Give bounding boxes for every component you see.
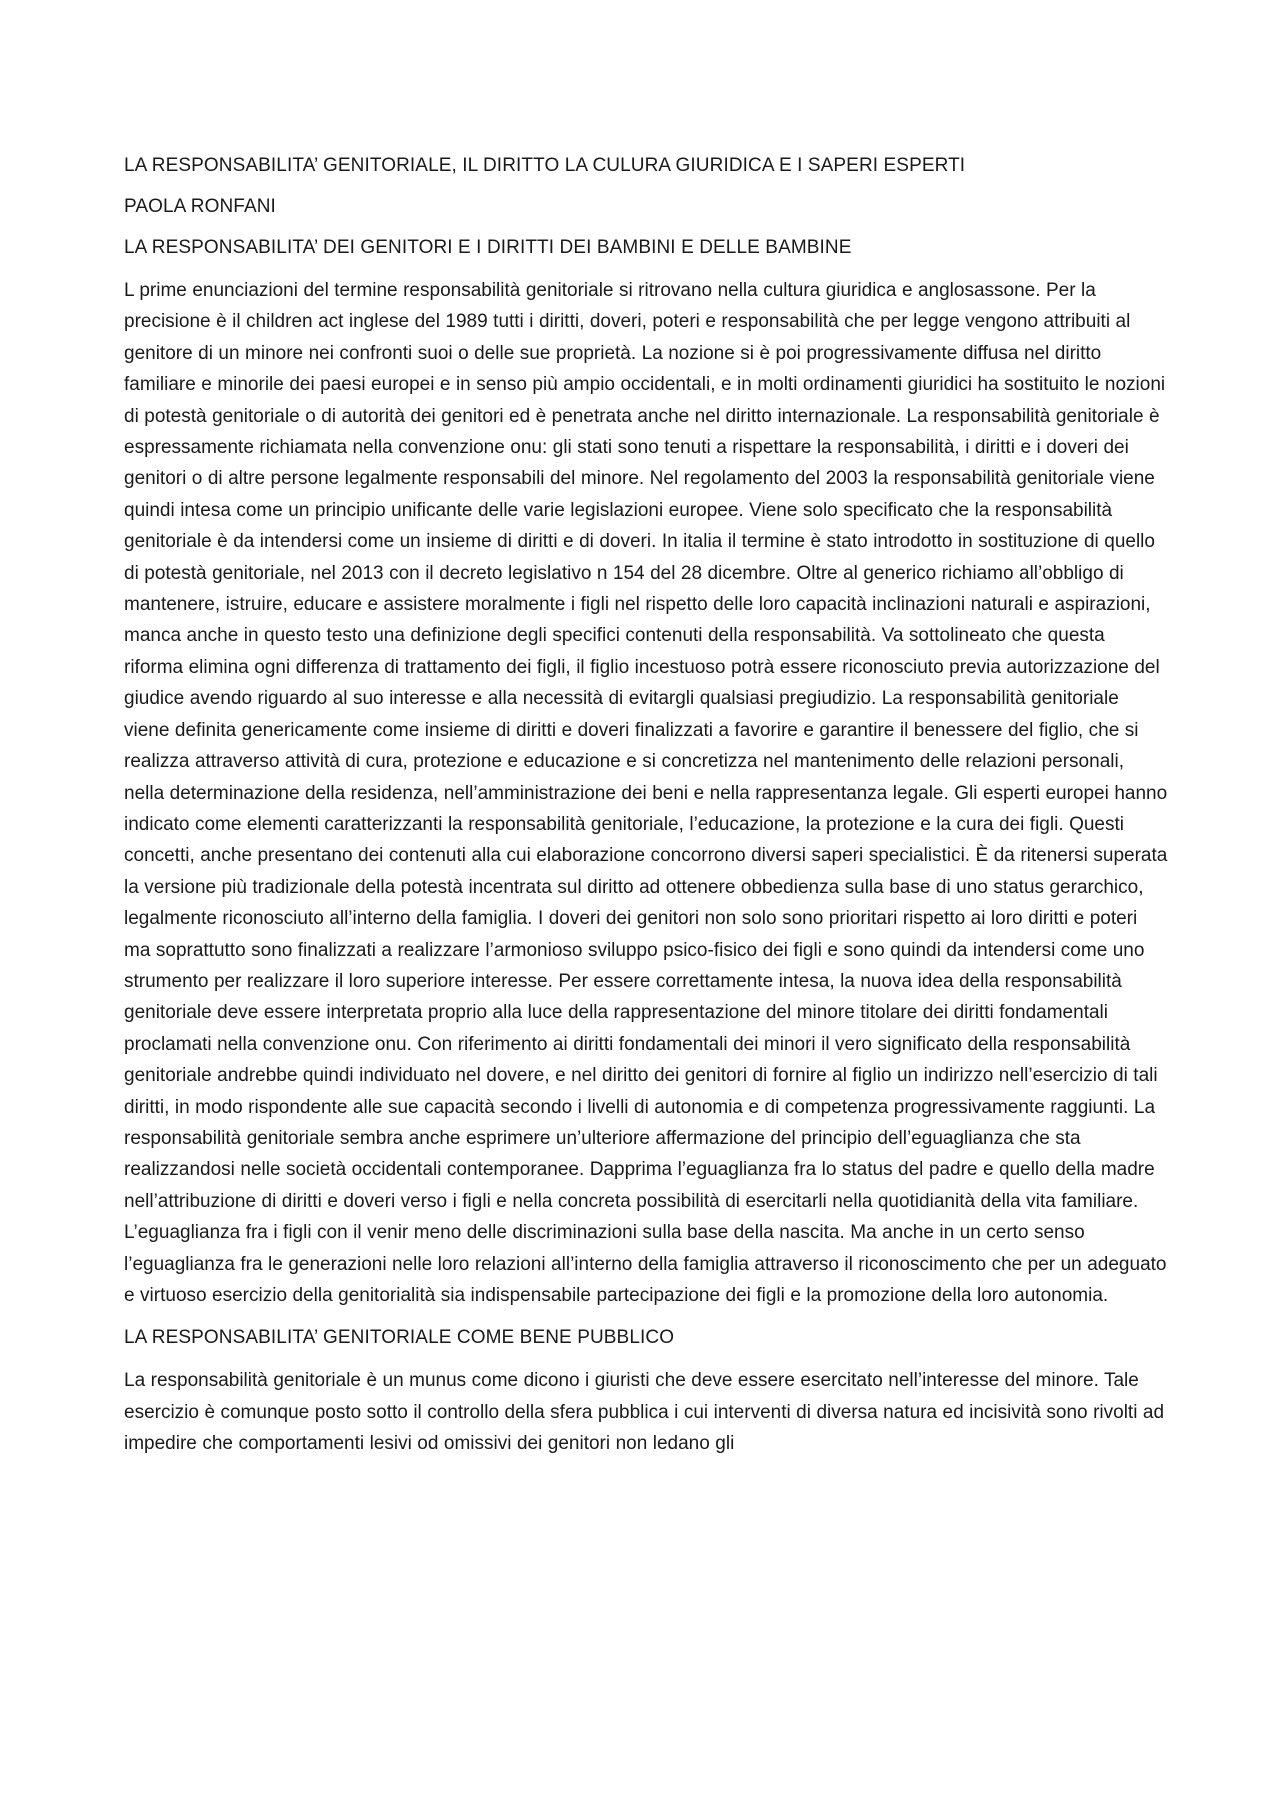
section-body-2: La responsabilità genitoriale è un munus come dicono i giuristi che deve essere esercitato nell’interesse del minore. Tale esercizio è comunque posto sotto il controllo della sfera pubblica i cui interventi di diversa natura ed incisività sono rivolti ad impedire che comportamenti lesivi od omissivi dei genitori non ledano gli — [124, 1370, 1165, 1455]
document-page — [124, 152, 1169, 1460]
document-author: PAOLA RONFANI — [124, 196, 276, 217]
section-body-1: L prime enunciazioni del termine responsabilità genitoriale si ritrovano nella cultura giuridica e anglosassone. Per la precisione è il children act inglese del 1989 tutti i diritti, doveri, poteri e responsabilità che per legge vengono attribuiti al genitore di un minore nei confronti suoi o delle sue proprietà. La nozione si è poi progressivamente diffusa nel diritto familiare e minorile dei paesi europei e in senso più ampio occidentali, e in molti ordinamenti giuridici ha sostituito le nozioni di potestà genitoriale o di autorità dei genitori ed è penetrata anche nel diritto internazionale. La responsabilità genitoriale è espressamente richiamata nella convenzione onu: gli stati sono tenuti a rispettare la responsabilità, i diritti e i doveri dei genitori o di altre persone legalmente responsabili del minore. Nel regolamento del 2003 la responsabilità genitoriale viene quindi intesa come un principio unificante delle varie legislazioni europee. Viene solo specificato che la responsabilità genitoriale è da intendersi come un insieme di diritti e di doveri. In italia il termine è stato introdotto in sostituzione di quello di potestà genitoriale, nel 2013 con il decreto legislativo n 154 del 28 dicembre. Oltre al generico richiamo all’obbligo di mantenere, istruire, educare e assistere moralmente i figli nel rispetto delle loro capacità inclinazioni naturali e aspirazioni, manca anche in questo testo una definizione degli specifici contenuti della responsabilità. Va sottolineato che questa riforma elimina ogni differenza di trattamento dei figli, il figlio incestuoso potrà essere riconosciuto previa autorizzazione del giudice avendo riguardo al suo interesse e alla necessità di evitargli qualsiasi pregiudizio. La responsabilità genitoriale viene definita genericamente come insieme di diritti e doveri finalizzati a favorire e garantire il benessere del figlio, che si realizza attraverso attività di cura, protezione e educazione e si concretizza nel mantenimento delle relazioni personali, nella determinazione della residenza, nell’amministrazione dei beni e nella rappresentanza legale. Gli esperti europei hanno indicato come elementi caratterizzanti la responsabilità genitoriale, l’educazione, la protezione e la cura dei figli. Questi concetti, anche presentano dei contenuti alla cui elaborazione concorrono diversi saperi specialistici. È da ritenersi superata la versione più tradizionale della potestà incentrata sul diritto ad ottenere obbedienza sulla base di uno status gerarchico, legalmente riconosciuto all’interno della famiglia. I doveri dei genitori non solo sono prioritari rispetto ai loro diritti e poteri ma soprattutto sono finalizzati a realizzare l’armonioso sviluppo psico-fisico dei figli e sono quindi da intendersi come uno strumento per realizzare il loro superiore interesse. Per essere correttamente intesa, la nuova idea della responsabilità genitoriale deve essere interpretata proprio alla luce della rappresentazione del minore titolare dei diritti fondamentali proclamati nella convenzione onu. Con riferimento ai diritti fondamentali dei minori il vero significato della responsabilità genitoriale andrebbe quindi individuato nel dovere, e nel diritto dei genitori di fornire al figlio un indirizzo nell’esercizio di tali diritti, in modo rispondente alle sue capacità secondo i livelli di autonomia e di competenza progressivamente raggiunti. La responsabilità genitoriale sembra anche esprimere un’ulteriore affermazione del principio dell’eguaglianza che sta realizzandosi nelle società occidentali contemporanee. Dapprima l’eguaglianza fra lo status del padre e quello della madre nell’attribuzione di diritti e doveri verso i figli e nella concreta possibilità di esercitarli nella quotidianità della vita familiare. L’eguaglianza fra i figli con il venir meno delle discriminazioni sulla base della nascita. Ma anche in un certo senso l’eguaglianza fra le generazioni nelle loro relazioni all’interno della famiglia attraverso il riconoscimento che per un adeguato e virtuoso esercizio della genitorialità sia indispensabile partecipazione dei figli e la promozione della loro autonomia. — [124, 280, 1168, 1306]
section-heading-1: LA RESPONSABILITA’ DEI GENITORI E I DIRITTI DEI BAMBINI E DELLE BAMBINE — [124, 237, 852, 258]
section-heading-2: LA RESPONSABILITA’ GENITORIALE COME BENE PUBBLICO — [124, 1327, 675, 1349]
document-title: LA RESPONSABILITA’ GENITORIALE, IL DIRITTO LA CULURA GIURIDICA E I SAPERI ESPERTI — [124, 155, 966, 176]
